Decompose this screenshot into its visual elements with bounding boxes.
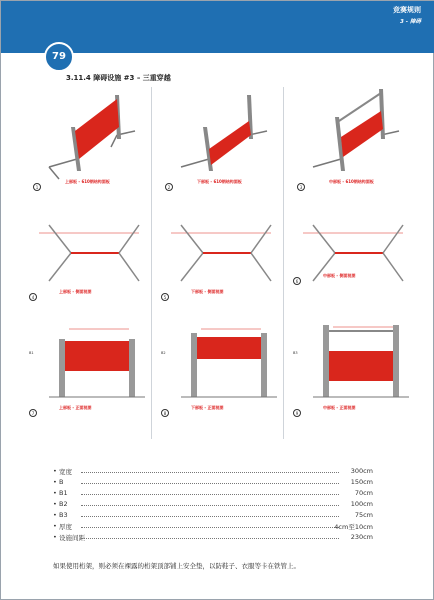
bullet: •	[53, 522, 57, 530]
header-subtitle: 3 - 障碍	[400, 19, 421, 25]
bullet: •	[53, 467, 57, 475]
bullet: •	[53, 489, 57, 497]
dot-leader	[81, 472, 339, 473]
figure-front-upper	[19, 321, 151, 433]
spec-value: 300cm	[350, 467, 373, 475]
dot-leader	[81, 527, 339, 528]
figure-callout: 2	[165, 183, 173, 191]
spec-row	[53, 511, 373, 522]
figure-caption: 下部板 - 侧面视图	[191, 289, 224, 294]
bullet: •	[53, 500, 57, 508]
spec-value: 100cm	[350, 500, 373, 508]
figure-side-upper	[19, 205, 151, 317]
header-title: 竞赛规则	[393, 6, 421, 14]
figure-perspective-lower	[151, 87, 283, 199]
spec-value: 75cm	[354, 511, 373, 519]
spec-row	[53, 489, 373, 500]
figure-caption: 上部板 - 610钢结构面板	[65, 179, 110, 184]
spec-value: 230cm	[350, 533, 373, 541]
bullet: •	[53, 533, 57, 541]
spec-label: 宽度	[59, 468, 72, 476]
figure-caption: 中部板 - 侧面视图	[323, 273, 356, 278]
figure-caption: 上部板 - 侧面视图	[59, 289, 92, 294]
figure-callout: 9	[293, 409, 301, 417]
spec-row	[53, 522, 373, 533]
figure-grid	[19, 87, 415, 439]
dot-leader	[81, 538, 339, 539]
dot-leader	[81, 516, 339, 517]
figure-caption: 中部板 - 正面视图	[323, 405, 356, 410]
figure-callout: 4	[29, 293, 37, 301]
front-view-label: B1	[29, 351, 34, 355]
front-view-label: B3	[293, 351, 298, 355]
dot-leader	[81, 505, 339, 506]
spec-value: 70cm	[354, 489, 373, 497]
figure-perspective-upper	[19, 87, 151, 199]
figure-callout: 1	[33, 183, 41, 191]
spec-label: B1	[59, 489, 68, 497]
figure-side-lower	[151, 205, 283, 317]
spec-row	[53, 467, 373, 478]
figure-callout: 7	[29, 409, 37, 417]
figure-callout: 8	[161, 409, 169, 417]
bullet: •	[53, 478, 57, 486]
figure-front-lower	[151, 321, 283, 433]
safety-note: 如果使用桁架，则必须在裸露的桁架顶部铺上安全垫，以防鞋子、衣服等卡在铁管上。	[53, 562, 300, 570]
spec-label: 设施间距	[59, 534, 85, 542]
dot-leader	[81, 483, 339, 484]
spec-label: 厚度	[59, 523, 72, 531]
spec-row	[53, 533, 373, 544]
bullet: •	[53, 511, 57, 519]
spec-row	[53, 500, 373, 511]
spec-label: B3	[59, 511, 68, 519]
figure-side-middle	[283, 205, 415, 317]
spec-value: 4cm至10cm	[334, 523, 373, 531]
section-title: 3.11.4 障碍设施 #3 – 三重穿越	[66, 74, 171, 82]
spec-value: 150cm	[350, 478, 373, 486]
dot-leader	[81, 494, 339, 495]
figure-perspective-middle	[283, 87, 415, 199]
figure-caption: 上部板 - 正面视图	[59, 405, 92, 410]
spec-list	[53, 467, 373, 544]
figure-front-middle	[283, 321, 415, 433]
figure-callout: 3	[297, 183, 305, 191]
figure-caption: 中部板 - 610钢结构面板	[329, 179, 374, 184]
figure-caption: 下部板 - 610钢结构面板	[197, 179, 242, 184]
spec-row	[53, 478, 373, 489]
figure-caption: 下部板 - 正面视图	[191, 405, 224, 410]
figure-callout: 5	[161, 293, 169, 301]
spec-label: B	[59, 478, 64, 486]
page-number-badge: 79	[44, 42, 74, 72]
front-view-label: B2	[161, 351, 166, 355]
spec-label: B2	[59, 500, 68, 508]
figure-callout: 6	[293, 277, 301, 285]
